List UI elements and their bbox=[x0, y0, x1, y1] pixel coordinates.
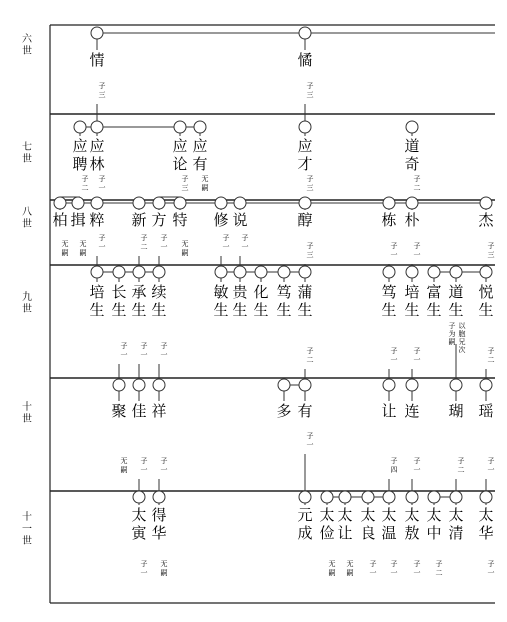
person-node bbox=[54, 197, 66, 209]
person-note: 子一 bbox=[140, 560, 148, 577]
person-lian bbox=[404, 379, 420, 474]
person-name: 笃生 bbox=[381, 283, 397, 319]
person-shuo bbox=[232, 197, 248, 251]
generation-label: 十一世 bbox=[22, 512, 32, 547]
person-name: 得华 bbox=[151, 506, 167, 542]
person-name: 连 bbox=[404, 402, 420, 420]
person-dusheng bbox=[276, 266, 291, 319]
person-node bbox=[480, 491, 492, 503]
person-taimin bbox=[404, 491, 420, 577]
person-node bbox=[383, 197, 395, 209]
person-note: 无嗣 bbox=[201, 175, 209, 192]
person-name: 培生 bbox=[404, 283, 420, 319]
person-note: 无嗣 bbox=[61, 240, 69, 257]
person-name: 太温 bbox=[381, 506, 397, 542]
generation-labels bbox=[22, 33, 33, 547]
person-note: 子一 bbox=[160, 457, 168, 474]
generation-label: 九世 bbox=[22, 292, 32, 315]
person-fang bbox=[151, 197, 167, 251]
person-yingpin bbox=[72, 121, 88, 192]
person-name: 醇 bbox=[297, 211, 313, 229]
person-taiwen bbox=[381, 491, 397, 577]
person-tairang bbox=[337, 491, 353, 577]
person-taizhong bbox=[426, 491, 442, 577]
person-name: 应有 bbox=[192, 137, 208, 173]
person-node bbox=[234, 197, 246, 209]
person-node bbox=[321, 491, 333, 503]
person-note: 无嗣 bbox=[328, 560, 336, 577]
person-node bbox=[174, 197, 186, 209]
person-name: 长生 bbox=[111, 283, 127, 319]
person-chun bbox=[297, 197, 313, 259]
person-node bbox=[153, 379, 165, 391]
person-taiyin bbox=[131, 491, 147, 577]
person-node bbox=[153, 491, 165, 503]
person-changsheng bbox=[111, 266, 127, 359]
person-name: 多 bbox=[276, 402, 292, 420]
person-name: 粹 bbox=[89, 211, 105, 229]
person-chan bbox=[297, 27, 313, 99]
generation-label: 六世 bbox=[22, 34, 32, 57]
person-dong bbox=[381, 197, 397, 259]
person-name: 太中 bbox=[426, 506, 442, 542]
person-yao bbox=[478, 379, 494, 474]
person-note: 子二 bbox=[306, 347, 314, 364]
person-name: 敏生 bbox=[213, 283, 229, 319]
person-name: 富生 bbox=[426, 283, 442, 319]
person-jie bbox=[478, 197, 494, 259]
person-name: 道生 bbox=[448, 283, 464, 319]
person-node bbox=[133, 266, 145, 278]
person-note: 子三 bbox=[306, 175, 314, 192]
person-dusheng2 bbox=[381, 266, 397, 364]
person-note: 子一 bbox=[413, 242, 421, 259]
person-peisheng1 bbox=[89, 266, 104, 319]
person-name: 蒲生 bbox=[297, 283, 313, 319]
person-node bbox=[480, 266, 492, 278]
person-node bbox=[113, 266, 125, 278]
person-node bbox=[174, 121, 186, 133]
person-node bbox=[278, 379, 290, 391]
person-node bbox=[406, 379, 418, 391]
person-name: 道奇 bbox=[404, 137, 420, 173]
person-node bbox=[450, 266, 462, 278]
person-node bbox=[215, 197, 227, 209]
person-node bbox=[383, 491, 395, 503]
person-node bbox=[278, 266, 290, 278]
person-name: 新 bbox=[131, 211, 147, 229]
person-name: 瑚 bbox=[448, 402, 464, 420]
person-node bbox=[428, 266, 440, 278]
person-daosheng bbox=[448, 266, 466, 354]
person-daoqi bbox=[404, 121, 420, 192]
person-name: 太华 bbox=[478, 506, 494, 542]
person-note: 无嗣 bbox=[120, 457, 128, 474]
person-node bbox=[153, 266, 165, 278]
person-name: 太清 bbox=[448, 506, 464, 542]
person-note: 子二 bbox=[81, 175, 89, 192]
person-name: 有 bbox=[297, 402, 313, 420]
generation-label: 十世 bbox=[22, 402, 32, 425]
person-note: 子一 bbox=[241, 234, 249, 251]
person-minsheng bbox=[213, 266, 228, 319]
person-xiu bbox=[213, 197, 229, 251]
person-node bbox=[406, 491, 418, 503]
person-node bbox=[194, 121, 206, 133]
person-node bbox=[450, 491, 462, 503]
person-name: 柏 bbox=[52, 211, 68, 229]
person-name: 化生 bbox=[253, 283, 269, 319]
person-name: 特 bbox=[172, 211, 188, 229]
person-pu bbox=[404, 197, 420, 259]
person-name: 太俭 bbox=[319, 506, 335, 542]
person-node bbox=[383, 379, 395, 391]
person-taihua bbox=[478, 491, 494, 577]
person-node bbox=[91, 121, 103, 133]
person-name: 太敖 bbox=[404, 506, 420, 542]
person-note: 无嗣 bbox=[346, 560, 354, 577]
person-note: 子二 bbox=[435, 560, 443, 577]
person-node bbox=[406, 121, 418, 133]
person-name: 续生 bbox=[151, 283, 167, 319]
person-node bbox=[91, 27, 103, 39]
person-node bbox=[480, 379, 492, 391]
person-name: 杰 bbox=[478, 211, 494, 229]
person-name: 佳 bbox=[131, 402, 147, 420]
person-hu bbox=[448, 379, 464, 474]
person-node bbox=[450, 379, 462, 391]
person-note: 子一 bbox=[413, 347, 421, 364]
person-te bbox=[172, 197, 188, 257]
person-node bbox=[428, 491, 440, 503]
person-duo bbox=[276, 379, 291, 420]
person-name: 修 bbox=[213, 211, 229, 229]
person-peisheng2 bbox=[404, 266, 420, 364]
person-note: 子一 bbox=[413, 560, 421, 577]
person-name: 让 bbox=[381, 402, 397, 420]
person-node bbox=[133, 379, 145, 391]
person-note: 子一 bbox=[222, 234, 230, 251]
person-note: 无嗣 bbox=[79, 240, 87, 257]
person-node bbox=[299, 491, 311, 503]
person-node bbox=[215, 266, 227, 278]
person-name: 聚 bbox=[111, 402, 127, 420]
person-note: 无嗣 bbox=[181, 240, 189, 257]
person-note: 子一 bbox=[390, 347, 398, 364]
person-note: 子一 bbox=[120, 342, 128, 359]
person-jia bbox=[131, 379, 147, 474]
person-node bbox=[299, 121, 311, 133]
person-note: 子一 bbox=[98, 175, 106, 192]
person-yuancheng bbox=[297, 491, 312, 542]
person-name: 太寅 bbox=[131, 506, 147, 542]
person-note: 子一 bbox=[487, 457, 495, 474]
person-note: 以胞兄次子为嗣 bbox=[448, 322, 466, 354]
person-node bbox=[91, 266, 103, 278]
person-chengsheng bbox=[131, 266, 147, 359]
person-node bbox=[362, 491, 374, 503]
person-huasheng bbox=[253, 266, 268, 319]
person-name: 太让 bbox=[337, 506, 353, 542]
generation-label: 八世 bbox=[22, 207, 32, 230]
person-name: 太良 bbox=[360, 506, 376, 542]
person-ju bbox=[111, 379, 127, 474]
person-yuesheng bbox=[478, 266, 494, 364]
person-yingcai bbox=[297, 121, 313, 192]
person-bo bbox=[52, 197, 68, 257]
person-name: 朴 bbox=[404, 211, 420, 229]
person-xiang bbox=[151, 379, 167, 474]
person-note: 子二 bbox=[140, 234, 148, 251]
generation-label: 七世 bbox=[22, 142, 32, 165]
person-guisheng bbox=[232, 266, 248, 319]
person-note: 子四 bbox=[390, 457, 398, 474]
person-node bbox=[255, 266, 267, 278]
person-name: 应才 bbox=[297, 137, 313, 173]
person-name: 悦生 bbox=[478, 283, 494, 319]
person-yingyou bbox=[192, 121, 208, 192]
person-note: 子一 bbox=[413, 457, 421, 474]
person-node bbox=[339, 491, 351, 503]
person-note: 子二 bbox=[487, 347, 495, 364]
person-note: 子三 bbox=[98, 82, 106, 99]
person-note: 子三 bbox=[487, 242, 495, 259]
person-taijian bbox=[319, 491, 335, 577]
person-name: 承生 bbox=[131, 283, 147, 319]
person-node bbox=[234, 266, 246, 278]
person-tailiang bbox=[360, 491, 376, 577]
person-xusheng bbox=[151, 266, 167, 359]
person-note: 子一 bbox=[390, 560, 398, 577]
person-note: 子一 bbox=[98, 234, 106, 251]
person-name: 瑶 bbox=[478, 402, 494, 420]
person-name: 元成 bbox=[297, 506, 313, 542]
person-name: 笃生 bbox=[276, 283, 292, 319]
person-name: 应论 bbox=[172, 137, 188, 173]
person-name: 应聘 bbox=[72, 137, 88, 173]
person-rang bbox=[381, 379, 397, 474]
person-note: 子一 bbox=[160, 234, 168, 251]
person-nodes bbox=[52, 27, 494, 577]
person-note: 子一 bbox=[140, 457, 148, 474]
person-node bbox=[133, 197, 145, 209]
person-name: 说 bbox=[232, 211, 248, 229]
person-name: 培生 bbox=[89, 283, 105, 319]
person-node bbox=[406, 266, 418, 278]
person-note: 子一 bbox=[160, 342, 168, 359]
person-node bbox=[72, 197, 84, 209]
person-xin bbox=[131, 197, 147, 251]
person-yi bbox=[70, 197, 86, 257]
person-node bbox=[299, 379, 311, 391]
person-node bbox=[299, 266, 311, 278]
person-node bbox=[299, 197, 311, 209]
person-node bbox=[113, 379, 125, 391]
person-note: 子一 bbox=[487, 560, 495, 577]
person-qing bbox=[89, 27, 105, 99]
person-name: 祥 bbox=[151, 402, 167, 420]
person-node bbox=[91, 197, 103, 209]
person-name: 应林 bbox=[89, 137, 105, 173]
person-node bbox=[480, 197, 492, 209]
person-name: 方 bbox=[151, 211, 167, 229]
person-node bbox=[383, 266, 395, 278]
person-node bbox=[153, 197, 165, 209]
person-cui bbox=[89, 197, 105, 251]
person-node bbox=[406, 197, 418, 209]
person-pusheng bbox=[297, 266, 313, 364]
person-note: 子二 bbox=[457, 457, 465, 474]
person-taiqing bbox=[448, 491, 463, 542]
person-note: 子一 bbox=[140, 342, 148, 359]
person-note: 子一 bbox=[390, 242, 398, 259]
person-name: 栋 bbox=[381, 211, 397, 229]
person-note: 子三 bbox=[306, 242, 314, 259]
person-node bbox=[74, 121, 86, 133]
person-node bbox=[133, 491, 145, 503]
person-note: 子三 bbox=[306, 82, 314, 99]
person-you bbox=[297, 379, 313, 449]
person-note: 子一 bbox=[306, 432, 314, 449]
person-fusheng bbox=[426, 266, 441, 319]
person-note: 子一 bbox=[369, 560, 377, 577]
person-yinglin bbox=[89, 121, 105, 192]
person-note: 子三 bbox=[181, 175, 189, 192]
person-note: 子二 bbox=[413, 175, 421, 192]
person-name: 情 bbox=[89, 51, 105, 69]
person-dehua bbox=[151, 491, 167, 577]
person-name: 贵生 bbox=[232, 283, 248, 319]
person-name: 揖 bbox=[70, 211, 86, 229]
person-yinglun bbox=[172, 121, 188, 192]
person-name: 憰 bbox=[297, 51, 313, 69]
person-node bbox=[299, 27, 311, 39]
person-note: 无嗣 bbox=[160, 560, 168, 577]
